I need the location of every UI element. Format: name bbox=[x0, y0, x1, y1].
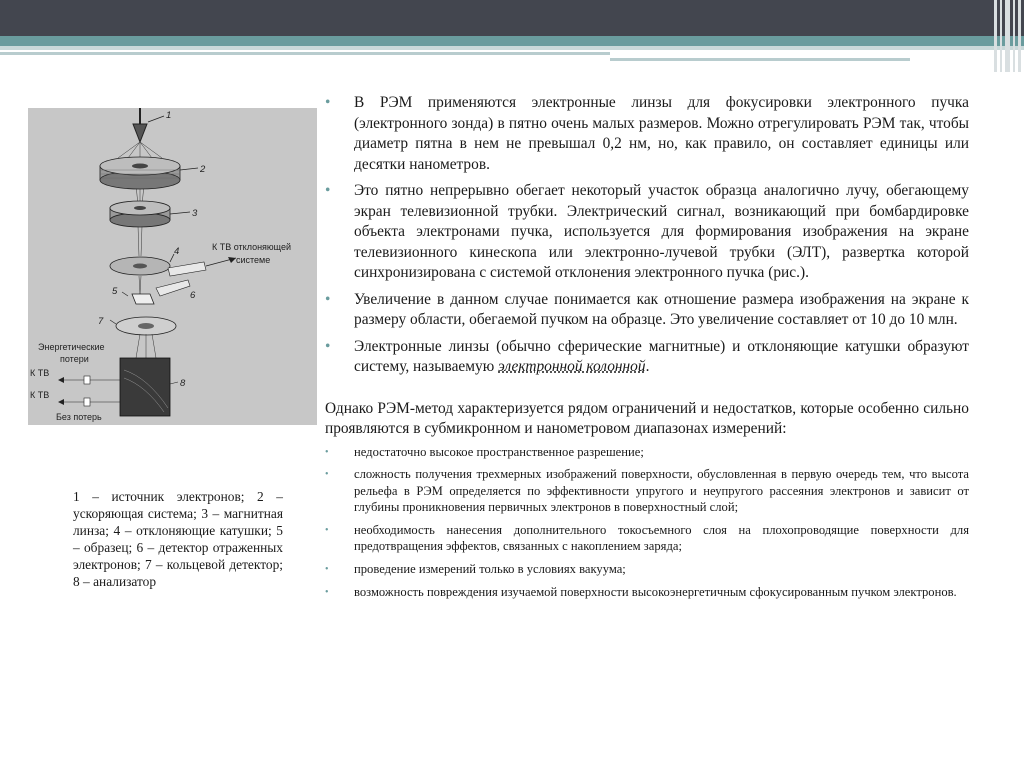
header-accent-line-2 bbox=[610, 58, 910, 61]
label-3: 3 bbox=[192, 208, 198, 219]
label-energy-2: потери bbox=[60, 354, 89, 364]
main-bullets bbox=[325, 93, 969, 378]
label-8: 8 bbox=[180, 378, 186, 389]
limitation-text: недостаточно высокое пространственное разрешение; bbox=[354, 444, 644, 459]
limitation-text: сложность получения трехмерных изображений поверхности, обусловленная в первую очередь тем, что высота рельефа в РЭМ определяется по эффективности упругого и неупругого рассеяния электронов и зависит от глубины проникновения первичных электронов в поверхностный слой; bbox=[354, 467, 969, 515]
bullet-end: . bbox=[645, 358, 650, 375]
limitation-text: необходимость нанесения дополнительного токосъемного слоя на плохопроводящие поверхности для предотвращения эффектов, связанных с накоплением заряда; bbox=[354, 522, 969, 554]
label-5: 5 bbox=[112, 286, 118, 297]
label-2: 2 bbox=[200, 164, 206, 175]
label-tv-2: К ТВ bbox=[30, 390, 50, 400]
bullet-icon: • bbox=[325, 469, 329, 481]
header-bar bbox=[0, 0, 1024, 36]
bullet-item bbox=[325, 337, 969, 378]
limitation-item bbox=[325, 584, 969, 601]
bullet-icon: • bbox=[325, 182, 331, 199]
limitations-intro: Однако РЭМ-метод характеризуется рядом ограничений и недостатков, которые особенно сильно проявляются в субмикронном и нанометровом диапазонах измерений: bbox=[325, 399, 969, 437]
main-content bbox=[325, 93, 969, 606]
header-stripe bbox=[1013, 0, 1015, 72]
bullet-icon: • bbox=[325, 564, 329, 576]
header-stripe bbox=[1005, 0, 1010, 72]
bullet-icon: • bbox=[325, 524, 329, 536]
bullet-icon: • bbox=[325, 94, 331, 111]
header-stripe bbox=[994, 0, 997, 72]
bullet-item bbox=[325, 290, 969, 331]
limitation-item bbox=[325, 561, 969, 578]
bullet-text: Это пятно непрерывно обегает некоторый участок образца аналогично лучу, обегающему экран телевизионной трубки. Электрический сигнал, возникающий при бомбардировке объекта электронами пучка, используется для формирования изображения на экране телевизионного кинескопа или электронно-лучевой трубки (ЭЛТ), развертка которой синхронизирована с системой отклонения электронного пучка (рис.). bbox=[354, 182, 969, 281]
header-stripe bbox=[1018, 0, 1021, 72]
bullet-item bbox=[325, 181, 969, 284]
label-4: 4 bbox=[174, 246, 180, 257]
label-no-loss: Без потерь bbox=[56, 412, 102, 422]
bullet-text: Электронные линзы (обычно сферические магнитные) и отклоняющие катушки образуют систему, называемую bbox=[354, 337, 969, 375]
bullet-text: В РЭМ применяются электронные линзы для фокусировки электронного пучка (электронного зонда) в пятно очень малых размеров. Можно отрегулировать РЭМ так, чтобы диаметр пятна в нем не превышал 0,2 нм, но, как правило, он составляет единицы или десятки нанометров. bbox=[354, 94, 969, 173]
bullet-icon: • bbox=[325, 337, 331, 355]
bullet-icon: • bbox=[325, 586, 329, 598]
header-band bbox=[0, 36, 1024, 46]
bullet-text: Увеличение в данном случае понимается как отношение размера изображения на экране к размеру области, обегаемой пучком на образце. Это увеличение составляет от 10 до 10 млн. bbox=[354, 290, 969, 328]
label-tv-1: К ТВ bbox=[30, 368, 50, 378]
limitation-item bbox=[325, 466, 969, 516]
limitation-item bbox=[325, 522, 969, 555]
emphasis-term: электронной колонной bbox=[498, 358, 646, 375]
limitation-text: проведение измерений только в условиях вакуума; bbox=[354, 562, 626, 577]
figure-caption: 1 – источник электронов; 2 – ускоряющая система; 3 – магнитная линза; 4 – отклоняющие катушки; 5 – образец; 6 – детектор отраженных электронов; 7 – кольцевой детектор; 8 – анализатор bbox=[73, 489, 283, 589]
header-stripe bbox=[1000, 0, 1002, 72]
label-1: 1 bbox=[166, 110, 172, 121]
header-accent-line bbox=[0, 52, 610, 55]
bullet-icon: • bbox=[325, 290, 331, 308]
label-deflect-1: К ТВ отклоняющей bbox=[212, 242, 292, 252]
label-energy-1: Энергетические bbox=[38, 342, 105, 352]
label-6: 6 bbox=[190, 290, 196, 301]
limitation-text: возможность повреждения изучаемой поверхности высокоэнергетичным сфокусированным пучком электронов. bbox=[354, 584, 957, 599]
bullet-icon: • bbox=[325, 446, 329, 458]
header-band-light bbox=[0, 46, 1024, 50]
bullet-item bbox=[325, 93, 969, 175]
sem-diagram bbox=[28, 108, 317, 425]
limitations-list bbox=[325, 444, 969, 601]
label-deflect-2: системе bbox=[236, 255, 271, 265]
sem-diagram-svg bbox=[28, 108, 317, 425]
label-7: 7 bbox=[98, 316, 104, 327]
limitation-item bbox=[325, 444, 969, 461]
